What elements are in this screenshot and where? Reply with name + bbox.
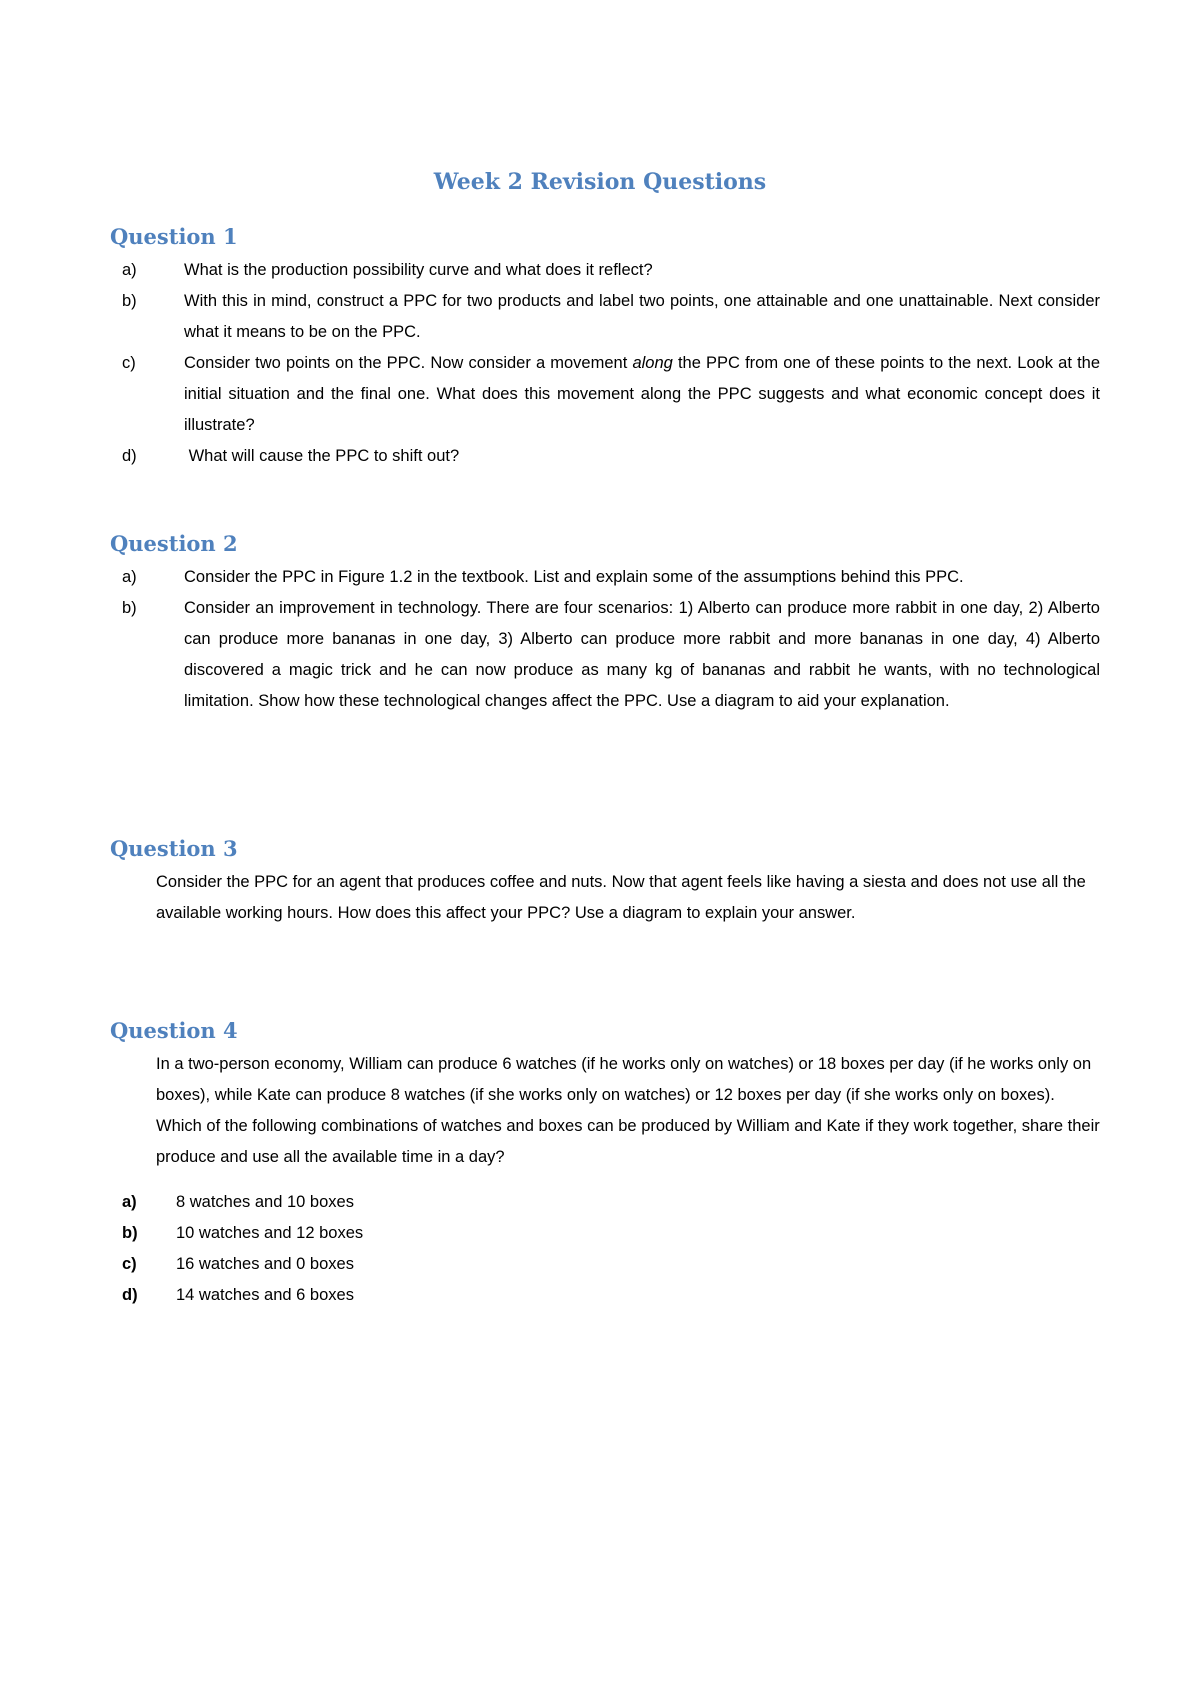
item-text: What is the production possibility curve and what does it reflect? bbox=[184, 261, 653, 279]
item-text: With this in mind, construct a PPC for two products and label two points, one attainable and one unattainable. Next consider what it means to be on the PPC. bbox=[184, 292, 1100, 341]
option-text: 8 watches and 10 boxes bbox=[176, 1193, 354, 1211]
list-item bbox=[110, 1280, 1100, 1311]
option-marker: d) bbox=[122, 1286, 138, 1304]
list-item bbox=[110, 255, 1100, 286]
item-text bbox=[184, 348, 1100, 441]
option-text: 16 watches and 0 boxes bbox=[176, 1255, 354, 1273]
list-item bbox=[110, 593, 1100, 717]
question-1-list bbox=[110, 255, 1100, 472]
question-1-section bbox=[110, 222, 1100, 472]
item-marker: a) bbox=[122, 261, 137, 279]
question-4-section bbox=[110, 1016, 1100, 1311]
question-4-text: In a two-person economy, William can produce 6 watches (if he works only on watches) or 18 boxes per day (if he works only on boxes), while Kate can produce 8 watches (if she works only on watches) or 12 boxes per day (if she works only on boxes). Which of the following combinations of watches and boxes can be produced by William and Kate if they work together, share their produce and use all the available time in a day? bbox=[156, 1055, 1100, 1166]
list-item bbox=[110, 348, 1100, 441]
option-marker: a) bbox=[122, 1193, 137, 1211]
list-item bbox=[110, 286, 1100, 348]
item-marker: d) bbox=[122, 447, 137, 465]
option-text: 10 watches and 12 boxes bbox=[176, 1224, 364, 1242]
question-3-heading: Question 3 bbox=[110, 836, 238, 861]
list-item bbox=[110, 1218, 1100, 1249]
list-item bbox=[110, 441, 1100, 472]
item-text: Consider the PPC in Figure 1.2 in the textbook. List and explain some of the assumptions behind this PPC. bbox=[184, 568, 964, 586]
question-2-section bbox=[110, 529, 1100, 717]
question-4-heading: Question 4 bbox=[110, 1018, 238, 1043]
item-text: What will cause the PPC to shift out? bbox=[184, 447, 460, 465]
option-marker: b) bbox=[122, 1224, 138, 1242]
list-item bbox=[110, 562, 1100, 593]
item-marker: b) bbox=[122, 292, 137, 310]
list-item bbox=[110, 1249, 1100, 1280]
item-text: Consider an improvement in technology. There are four scenarios: 1) Alberto can produce more rabbit in one day, 2) Alberto can produce more bananas in one day, 3) Alberto can produce more rabbit and more bananas in one day, 4) Alberto discovered a magic trick and he can now produce as many kg of bananas and rabbit he wants, with no technological limitation. Show how these technological changes affect the PPC. Use a diagram to aid your explanation. bbox=[184, 599, 1100, 710]
item-marker: a) bbox=[122, 568, 137, 586]
option-marker: c) bbox=[122, 1255, 137, 1273]
item-marker: c) bbox=[122, 354, 136, 372]
question-1-heading: Question 1 bbox=[110, 224, 238, 249]
item-text-after: the PPC from one of these points to the next. Look at the initial situation and the final one. What does this movement along the PPC suggests and what economic concept does it illustrate? bbox=[184, 354, 1101, 434]
question-4-options bbox=[110, 1187, 1100, 1311]
question-3-section bbox=[110, 834, 1100, 929]
item-text-emphasis: along bbox=[632, 354, 673, 372]
page-title: Week 2 Revision Questions bbox=[433, 169, 767, 195]
question-2-heading: Question 2 bbox=[110, 531, 238, 556]
list-item bbox=[110, 1187, 1100, 1218]
question-3-text: Consider the PPC for an agent that produces coffee and nuts. Now that agent feels like having a siesta and does not use all the available working hours. How does this affect your PPC? Use a diagram to explain your answer. bbox=[156, 873, 1086, 922]
item-marker: b) bbox=[122, 599, 137, 617]
question-2-list bbox=[110, 562, 1100, 717]
option-text: 14 watches and 6 boxes bbox=[176, 1286, 354, 1304]
item-text-before: Consider two points on the PPC. Now consider a movement bbox=[184, 354, 633, 372]
